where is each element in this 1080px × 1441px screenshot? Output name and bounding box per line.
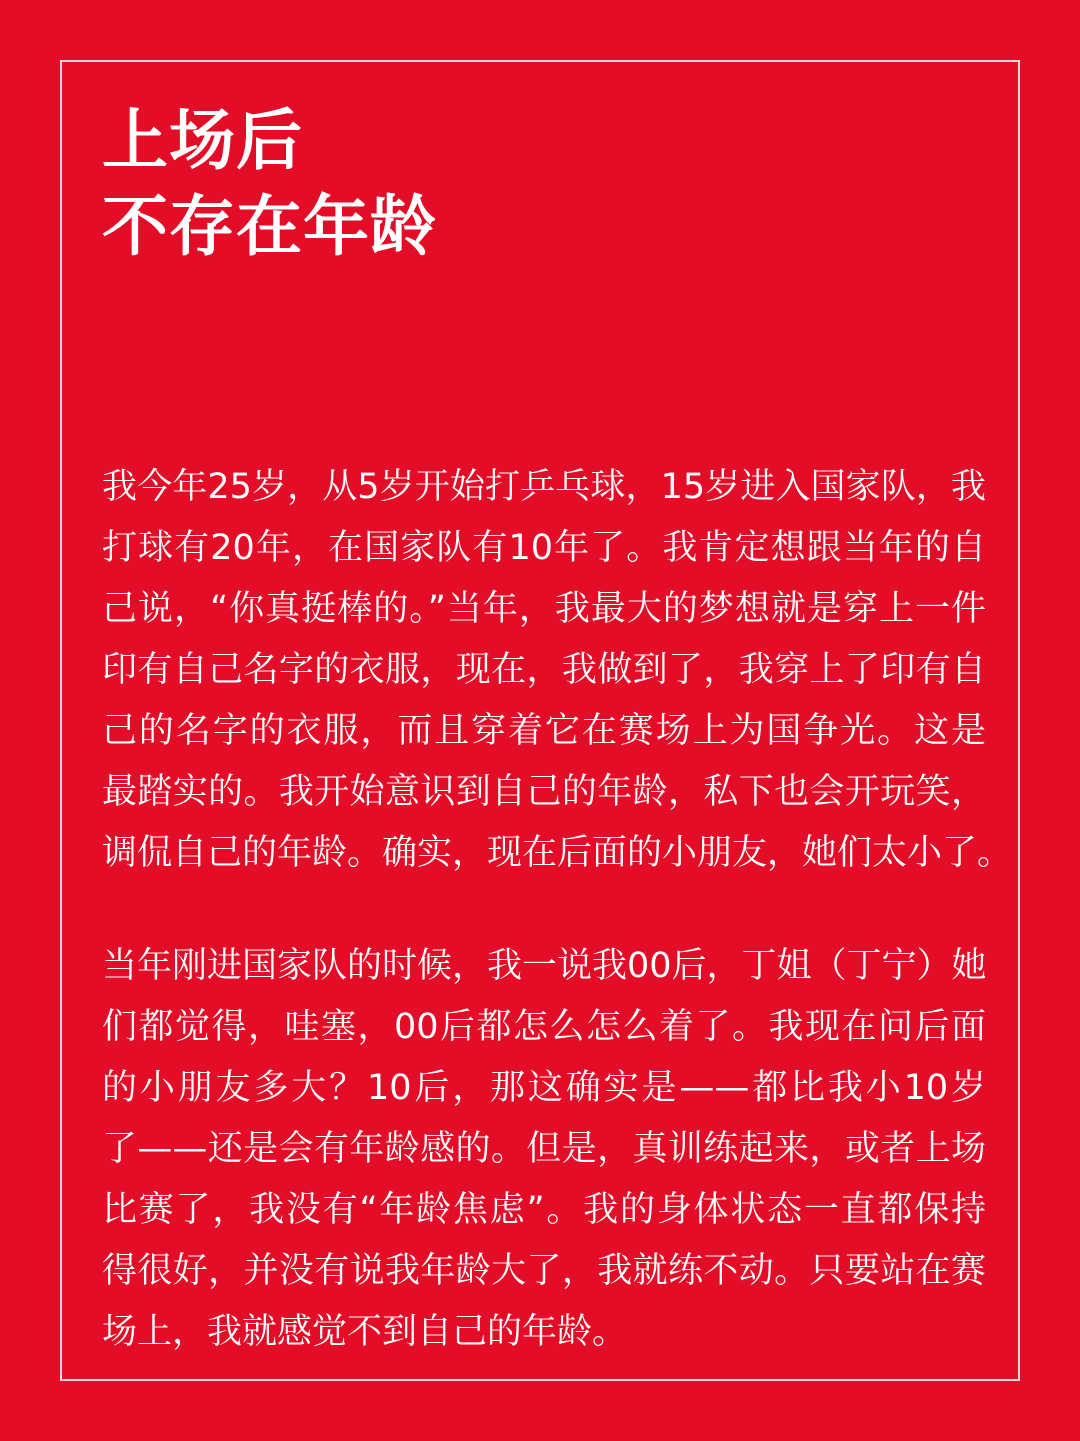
paragraph-line: 印有自己名字的衣服，现在，我做到了，我穿上了印有自 [102,650,986,690]
paragraph-line: 己的名字的衣服，而且穿着它在赛场上为国争光。这是 [102,711,986,751]
paragraph-line: 己说，“你真挺棒的。”当年，我最大的梦想就是穿上一件 [102,589,986,629]
paragraph-line: 们都觉得，哇塞，00后都怎么怎么着了。我现在问后面 [102,1007,986,1047]
paragraph-line: 了——还是会有年龄感的。但是，真训练起来，或者上场 [102,1129,986,1169]
paragraph-line: 调侃自己的年龄。确实，现在后面的小朋友，她们太小了。 [102,833,1013,873]
page-title [102,98,437,270]
paragraph-line: 得很好，并没有说我年龄大了，我就练不动。只要站在赛 [102,1251,986,1291]
paragraph-line: 我今年25岁，从5岁开始打乒乓球，15岁进入国家队，我 [102,467,986,507]
title-line-1: 上场后 [102,102,303,179]
paragraph-2 [102,936,986,1363]
title-line-2: 不存在年龄 [102,188,437,265]
paragraph-line: 当年刚进国家队的时候，我一说我00后，丁姐（丁宁）她 [102,946,987,986]
paragraph-line: 最踏实的。我开始意识到自己的年龄，私下也会开玩笑， [102,772,986,812]
paragraph-line: 打球有20年，在国家队有10年了。我肯定想跟当年的自 [102,528,986,568]
paragraph-line: 比赛了，我没有“年龄焦虑”。我的身体状态一直都保持 [102,1190,986,1230]
paragraph-1 [102,457,1013,884]
paragraph-line: 的小朋友多大？10后，那这确实是——都比我小10岁 [102,1068,986,1108]
paragraph-line: 场上，我就感觉不到自己的年龄。 [102,1312,628,1352]
